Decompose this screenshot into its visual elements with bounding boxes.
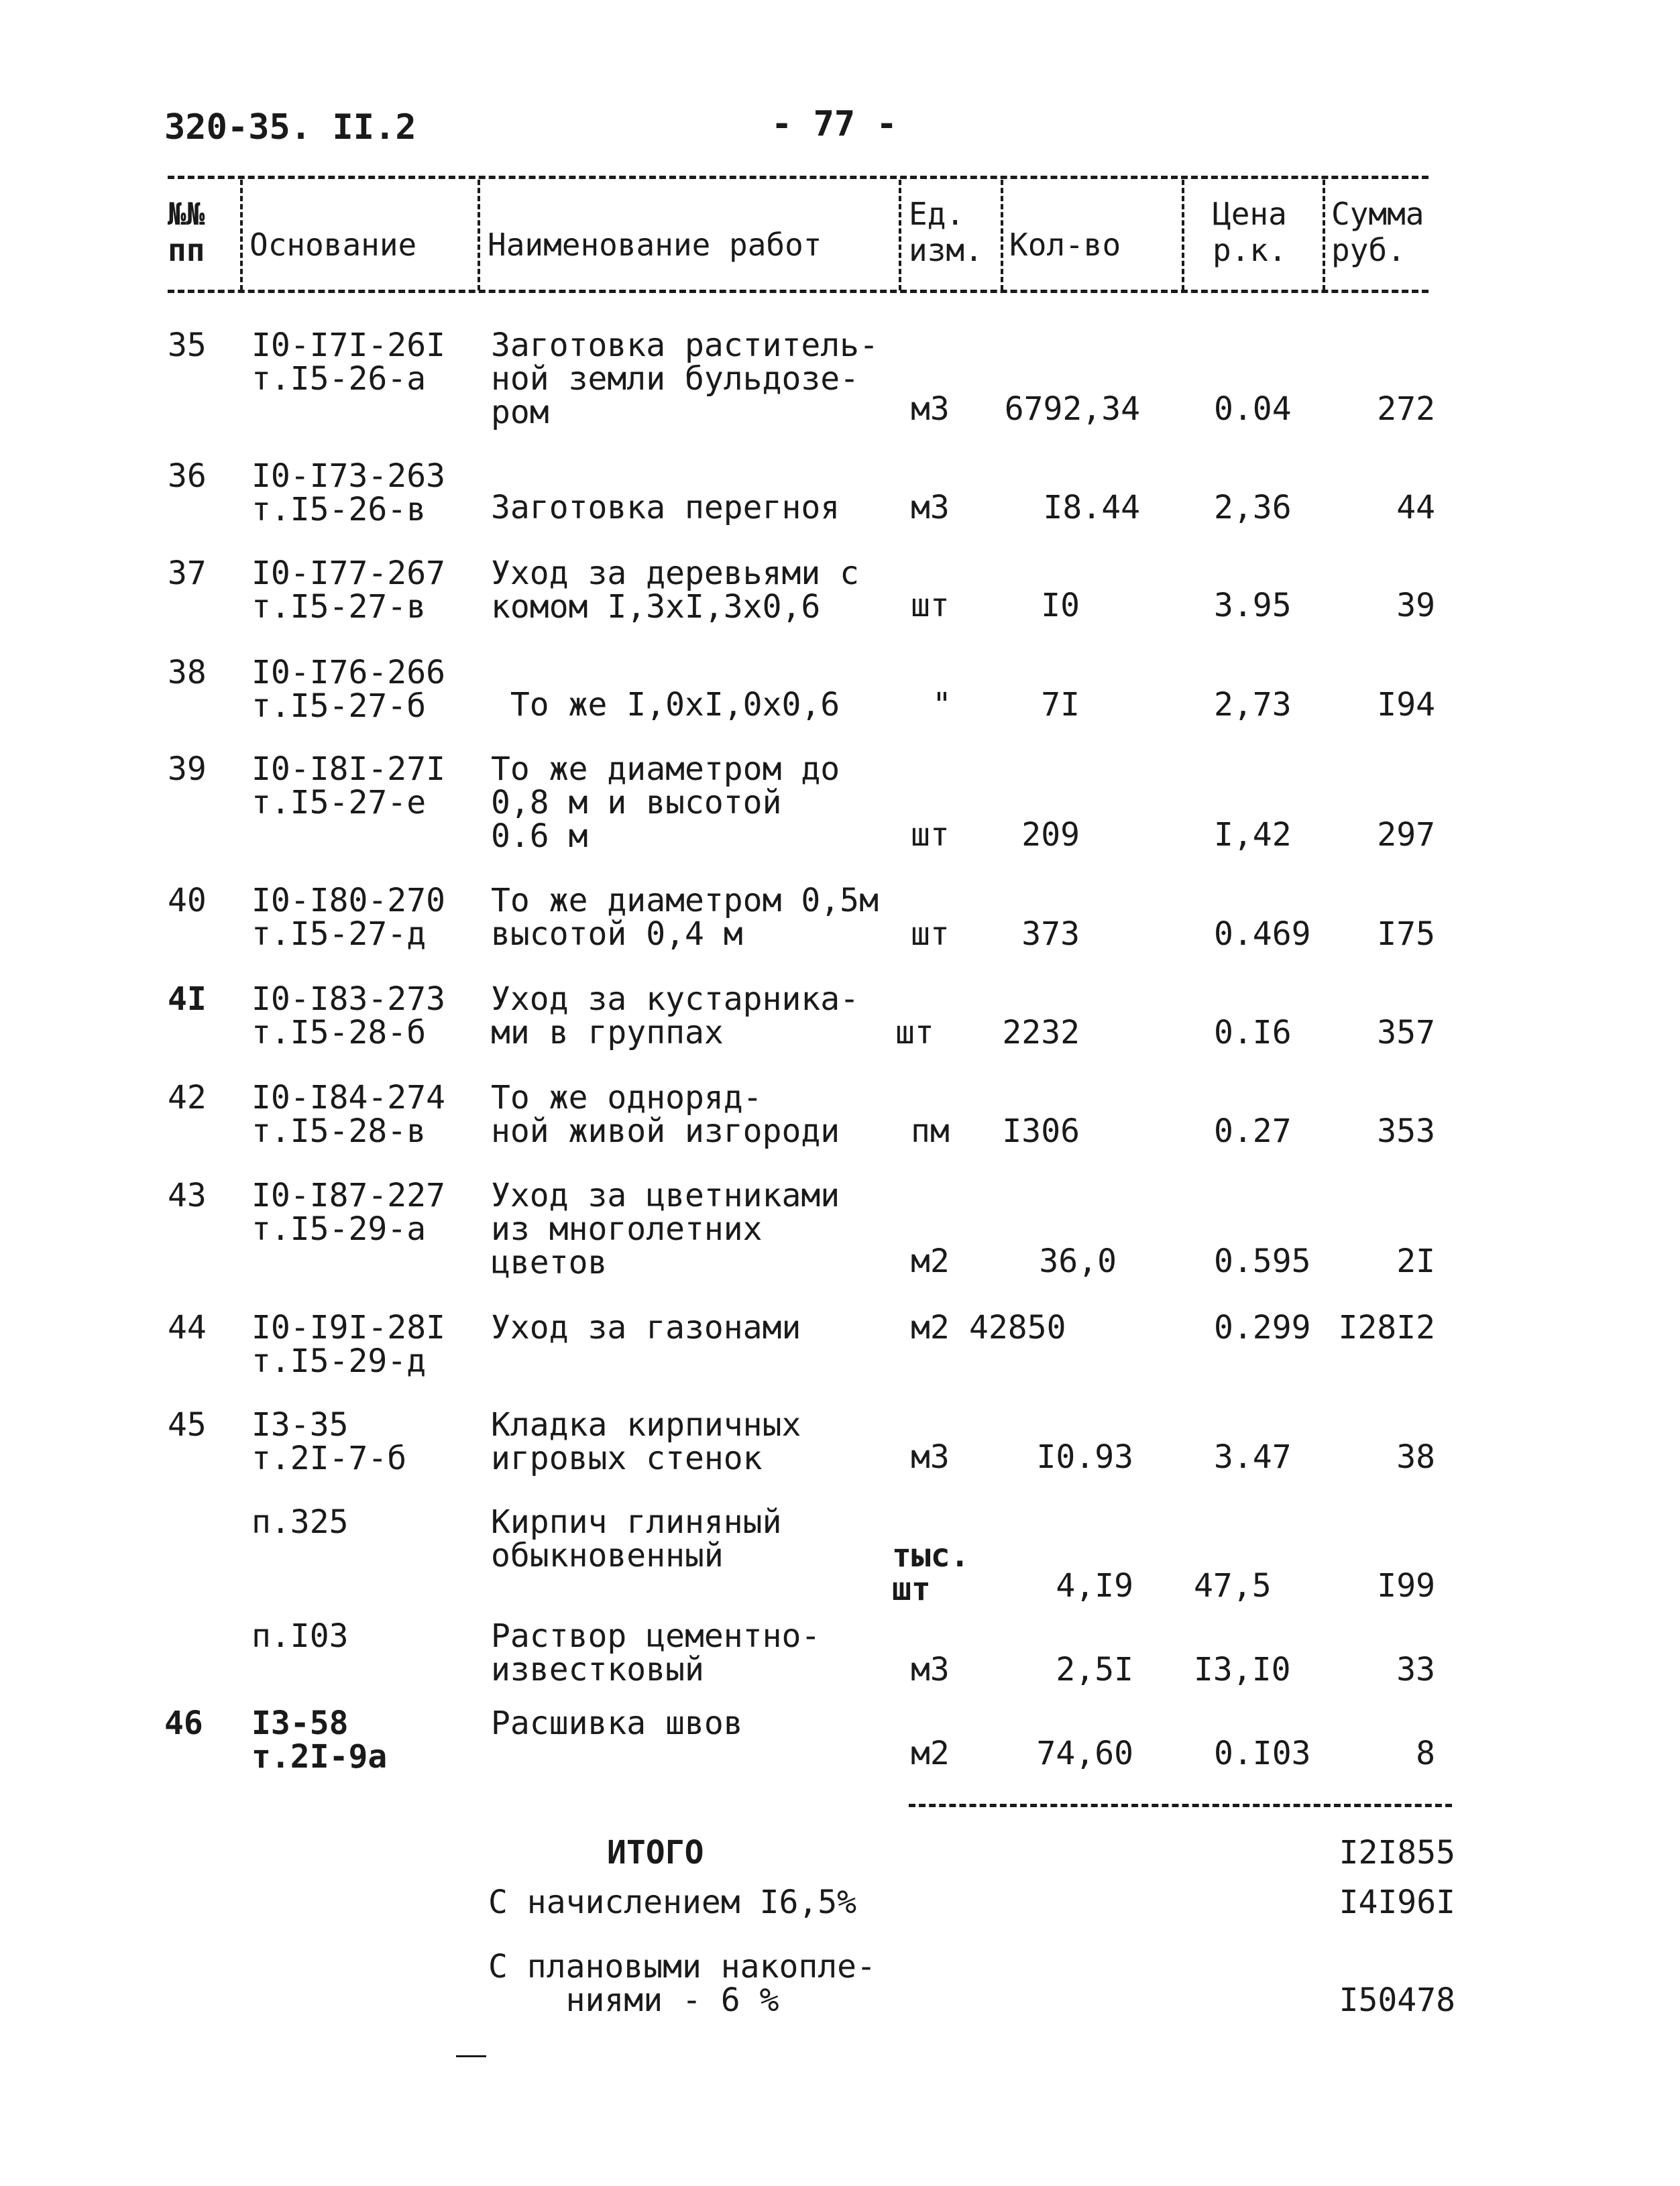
row-work-name: Кирпич глиняный обыкновенный <box>491 1503 782 1574</box>
document-code: 320-35. II.2 <box>164 107 416 148</box>
col-header-basis: Основание <box>249 227 417 263</box>
row-basis: п.I03 <box>251 1617 349 1655</box>
row-unit: м3 <box>911 1438 950 1476</box>
row-price: 3.47 <box>1214 1438 1292 1476</box>
row-work-name: Раствор цементно- известковый <box>491 1617 821 1688</box>
row-work-name: Уход за кустарника- ми в группах <box>491 980 860 1051</box>
row-sum: 353 <box>1377 1112 1435 1150</box>
total-value: I2I855 <box>1339 1834 1455 1872</box>
row-unit: м3 <box>911 1651 950 1688</box>
row-price: 2,36 <box>1214 489 1292 526</box>
row-unit: " <box>932 686 952 724</box>
row-unit: шт <box>895 1014 934 1051</box>
row-number: 40 <box>168 882 207 919</box>
row-quantity: I8.44 <box>1043 489 1140 526</box>
column-divider <box>1323 180 1325 290</box>
row-price: 0.469 <box>1214 915 1311 953</box>
row-number: 45 <box>168 1406 207 1444</box>
row-number: 4I <box>168 980 207 1018</box>
row-unit: м2 <box>911 1243 950 1280</box>
row-unit: м3 <box>911 489 950 526</box>
row-number: 37 <box>168 555 207 592</box>
stray-mark <box>456 2055 486 2057</box>
row-price: 0.I03 <box>1214 1735 1311 1772</box>
row-number: 46 <box>164 1705 203 1742</box>
column-divider <box>478 180 480 290</box>
row-unit: шт <box>911 816 950 854</box>
row-price: 2,73 <box>1214 686 1292 724</box>
row-sum: 8 <box>1416 1735 1435 1772</box>
row-sum: 39 <box>1396 587 1435 624</box>
row-price: 0.04 <box>1214 390 1292 428</box>
row-unit: м2 <box>911 1309 950 1346</box>
row-sum: I94 <box>1377 686 1435 724</box>
column-divider <box>240 180 243 290</box>
col-header-number: №№ пп <box>168 196 205 268</box>
row-unit: тыс. шт <box>892 1537 970 1608</box>
row-unit: шт <box>911 587 950 624</box>
row-quantity: 36,0 <box>1039 1243 1117 1280</box>
row-sum: 357 <box>1377 1014 1435 1051</box>
row-price: 0.595 <box>1214 1243 1311 1280</box>
row-sum: 297 <box>1377 816 1435 854</box>
row-price: 0.299 <box>1214 1309 1311 1346</box>
col-header-sum: Сумма руб. <box>1331 196 1424 268</box>
row-quantity: 2232 <box>1002 1014 1080 1051</box>
planned-accumulation-value: I50478 <box>1339 1981 1455 2019</box>
row-sum: 38 <box>1396 1438 1435 1476</box>
row-price: I3,I0 <box>1194 1651 1291 1688</box>
row-basis: I3-58 т.2I-9а <box>251 1705 388 1776</box>
row-work-name: Уход за газонами <box>491 1309 801 1346</box>
row-basis: I0-I7I-26I т.I5-26-а <box>251 327 445 398</box>
row-work-name: Уход за цветниками из многолетних цветов <box>491 1177 840 1281</box>
row-price: 0.27 <box>1214 1112 1292 1150</box>
row-sum: 272 <box>1377 390 1435 428</box>
row-quantity: 373 <box>1021 915 1080 953</box>
row-number: 43 <box>168 1177 207 1214</box>
row-price: I,42 <box>1214 816 1292 854</box>
row-quantity: 74,60 <box>1036 1735 1133 1772</box>
row-work-name: Уход за деревьями с комом I,3хI,3х0,6 <box>491 555 860 626</box>
planned-accumulation-label: С плановыми накопле- ниями - 6 % <box>488 1948 876 2019</box>
row-number: 42 <box>168 1079 207 1116</box>
row-quantity: 4,I9 <box>1056 1567 1133 1605</box>
row-sum: 2I <box>1396 1243 1435 1280</box>
row-basis: п.325 <box>251 1503 349 1541</box>
row-quantity: 42850 <box>969 1309 1066 1346</box>
col-header-name: Наименование работ <box>488 227 822 263</box>
row-basis: I3-35 т.2I-7-б <box>251 1406 407 1477</box>
row-work-name: То же диаметром до 0,8 м и высотой 0.6 м <box>491 750 840 855</box>
column-divider <box>899 180 901 290</box>
row-quantity: 2,5I <box>1056 1651 1133 1688</box>
row-sum: I75 <box>1377 915 1435 953</box>
row-quantity: I0.93 <box>1036 1438 1133 1476</box>
col-header-qty: Кол-во <box>1009 227 1121 263</box>
row-number: 38 <box>168 654 207 691</box>
row-unit: м3 <box>911 390 950 428</box>
row-number: 36 <box>168 457 207 495</box>
row-number: 35 <box>168 327 207 364</box>
row-sum: I28I2 <box>1338 1309 1435 1346</box>
row-work-name: Заготовка перегноя <box>491 489 840 526</box>
row-basis: I0-I77-267 т.I5-27-в <box>251 555 445 626</box>
row-basis: I0-I9I-28I т.I5-29-д <box>251 1309 445 1380</box>
row-basis: I0-I84-274 т.I5-28-в <box>251 1079 445 1150</box>
row-work-name: Заготовка раститель- ной земли бульдозе- ром <box>491 327 879 431</box>
row-sum: 33 <box>1396 1651 1435 1688</box>
row-quantity: 6792,34 <box>1004 390 1140 428</box>
header-bottom-rule <box>168 290 1429 293</box>
row-work-name: То же одноряд- ной живой изгороди <box>491 1079 840 1150</box>
row-price: 3.95 <box>1214 587 1292 624</box>
row-unit: м2 <box>911 1735 950 1772</box>
row-unit: пм <box>911 1112 950 1150</box>
page-number: - 77 - <box>771 104 897 144</box>
row-basis: I0-I83-273 т.I5-28-б <box>251 980 445 1051</box>
header-top-rule <box>168 176 1429 179</box>
row-price: 47,5 <box>1194 1567 1272 1605</box>
column-divider <box>1001 180 1003 290</box>
row-basis: I0-I8I-27I т.I5-27-е <box>251 750 445 821</box>
accrual-label: С начислением I6,5% <box>488 1884 857 1921</box>
row-basis: I0-I76-266 т.I5-27-б <box>251 654 445 725</box>
accrual-value: I4I96I <box>1339 1884 1455 1921</box>
row-work-name: Расшивка швов <box>491 1705 743 1742</box>
row-quantity: 7I <box>1041 686 1080 724</box>
row-work-name: То же I,0хI,0х0,6 <box>491 686 840 724</box>
col-header-unit: Ед. изм. <box>909 196 983 268</box>
row-basis: I0-I87-227 т.I5-29-а <box>251 1177 445 1248</box>
row-sum: 44 <box>1396 489 1435 526</box>
col-header-price: Цена р.к. <box>1213 196 1287 268</box>
row-basis: I0-I73-263 т.I5-26-в <box>251 457 445 528</box>
row-number: 44 <box>168 1309 207 1346</box>
row-quantity: I0 <box>1041 587 1080 624</box>
row-basis: I0-I80-270 т.I5-27-д <box>251 882 445 953</box>
row-work-name: То же диаметром 0,5м высотой 0,4 м <box>491 882 879 953</box>
row-work-name: Кладка кирпичных игровых стенок <box>491 1406 801 1477</box>
row-price: 0.I6 <box>1214 1014 1292 1051</box>
total-label: ИТОГО <box>607 1834 704 1872</box>
column-divider <box>1182 180 1184 290</box>
totals-rule <box>909 1804 1452 1807</box>
row-quantity: 209 <box>1021 816 1080 854</box>
row-quantity: I306 <box>1002 1112 1080 1150</box>
row-unit: шт <box>911 915 950 953</box>
row-number: 39 <box>168 750 207 788</box>
row-sum: I99 <box>1377 1567 1435 1605</box>
